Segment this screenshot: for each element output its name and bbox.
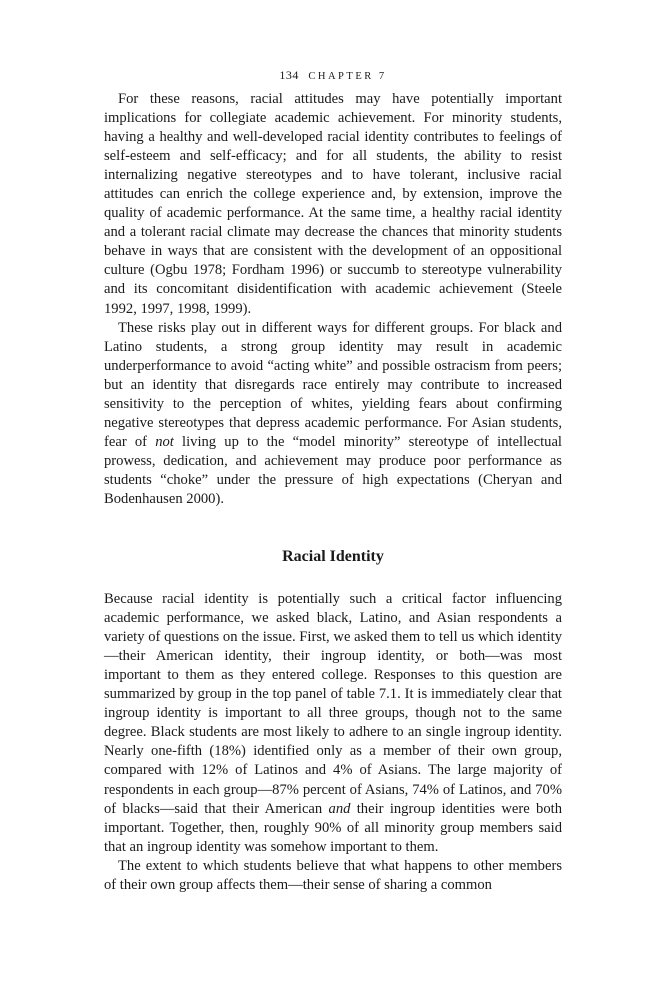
page-number: 134 — [279, 68, 299, 82]
paragraph-risks-part-2: living up to the “model minority” stereotype of intellectual prowess, dedication, and achievement may produce poor performance as students “choke” under the pressure of high expectations (Cheryan and Bodenhausen 2000). — [104, 433, 562, 507]
paragraph-racial-identity-part-1: Because racial identity is potentially such a critical factor influencing academic performance, we asked black, Latino, and Asian respondents a variety of questions on the issue. First, we asked them to tell us which identity—their American identity, their ingroup identity, or both—was most important to them as they entered college. Responses to this question are summarized by group in the top panel of table 7.1. It is immediately clear that ingroup identity is important to all three groups, though not to the same degree. Black students are most likely to adhere to an single ingroup identity. Nearly one-fifth (18%) identified only as a member of their own group, compared with 12% of Latinos and 4% of Asians. The large majority of respondents in each group—87% percent of Asians, 74% of Latinos, and 70% of blacks—said that their American — [104, 591, 562, 817]
paragraph-common-fate: The extent to which students believe that what happens to other members of their own group affects them—their sense of sharing a common — [104, 857, 562, 893]
emphasis-not: not — [155, 433, 174, 450]
chapter-label: CHAPTER 7 — [308, 71, 387, 82]
emphasis-and: and — [328, 800, 351, 817]
paragraph-risks — [104, 319, 562, 509]
paragraph-racial-attitudes: For these reasons, racial attitudes may have potentially important implications for collegiate academic achievement. For minority students, having a healthy and well-developed racial identity contributes to feelings of self-esteem and self-efficacy; and for all students, the ability to resist internalizing negative stereotypes and to have tolerant, inclusive racial attitudes can enrich the college experience and, by extension, improve the quality of academic performance. At the same time, a healthy racial identity and a tolerant racial climate may decrease the chances that minority students behave in ways that are consistent with the development of an oppositional culture (Ogbu 1978; Fordham 1996) or succumb to stereotype vulnerability and its concomitant disidentification with academic achievement (Steele 1992, 1997, 1998, 1999). — [104, 91, 562, 317]
paragraph-racial-identity — [104, 590, 562, 857]
running-head — [104, 66, 562, 84]
book-page — [104, 66, 562, 895]
paragraph-racial-identity-part-2: their ingroup identities were both important. Together, then, roughly 90% of all minority group members said that an ingroup identity was somehow important to them. — [104, 800, 562, 855]
section-heading: Racial Identity — [282, 548, 384, 566]
paragraph-risks-part-1: These risks play out in different ways for different groups. For black and Latino students, a strong group identity may result in academic underperformance to avoid “acting white” and possible ostracism from peers; but an identity that disregards race entirely may contribute to increased sensitivity to the perception of whites, yielding fears about confirming negative stereotypes that depress academic performance. For Asian students, fear of — [104, 319, 562, 450]
